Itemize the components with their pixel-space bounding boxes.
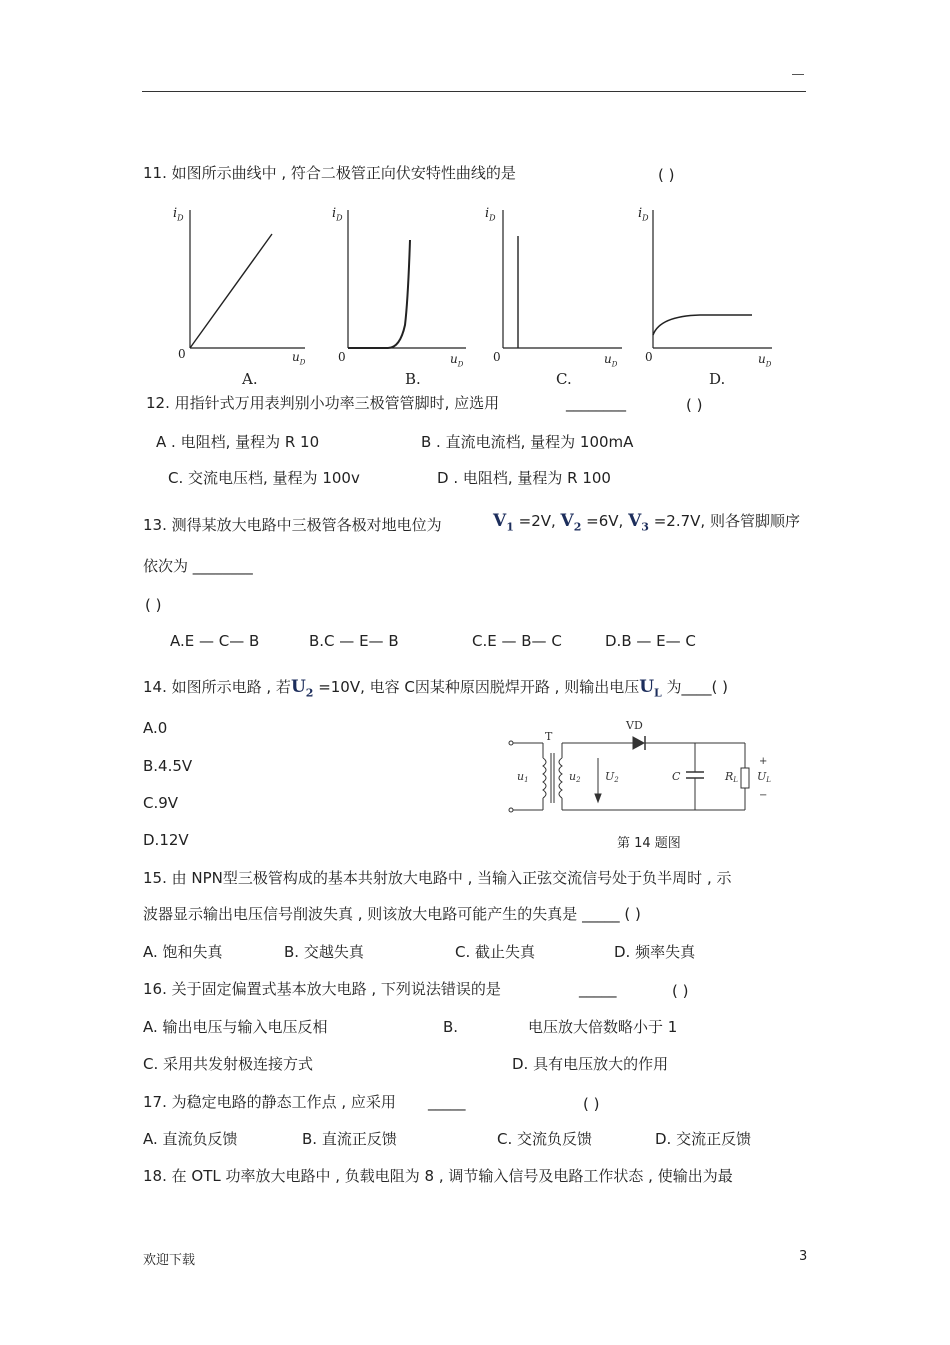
q15-option-b: B. 交越失真	[284, 943, 364, 961]
transformer-label: T	[545, 730, 553, 743]
header-rule	[142, 91, 806, 92]
u1-label: u1	[517, 770, 529, 784]
ul-symbol: $U_L$	[639, 677, 662, 700]
graph-a-origin: 0	[178, 347, 186, 361]
curve-b	[348, 240, 410, 348]
q13-text-line2: 依次为 ________	[143, 557, 253, 575]
graph-d-option: D.	[709, 370, 726, 388]
diode-label: VD	[626, 719, 643, 732]
q13-option-c: C.E — B— C	[472, 632, 562, 650]
resistor-label: RL	[725, 770, 738, 784]
minus-label: −	[759, 790, 768, 801]
q11-text: 11. 如图所示曲线中 , 符合二极管正向伏安特性曲线的是	[143, 164, 516, 182]
q15-option-a: A. 饱和失真	[143, 943, 223, 961]
q12-option-a: A . 电阻档, 量程为 R 10	[156, 433, 320, 451]
v2-symbol: $V_2$	[560, 511, 582, 534]
graph-b	[348, 210, 466, 348]
q16-option-b: 电压放大倍数略小于 1	[528, 1018, 678, 1036]
q17-blank: _____	[428, 1093, 466, 1111]
plus-label: +	[759, 756, 768, 767]
q12-blank: ________	[566, 394, 626, 412]
q17-option-a: A. 直流负反馈	[143, 1130, 238, 1148]
q16-text: 16. 关于固定偏置式基本放大电路 , 下列说法错误的是	[143, 980, 501, 998]
u2-label: u2	[569, 770, 581, 784]
q17-option-b: B. 直流正反馈	[302, 1130, 397, 1148]
graph-b-origin: 0	[338, 350, 346, 364]
graph-c-origin: 0	[493, 350, 501, 364]
q15-text-line1: 15. 由 NPN型三极管构成的基本共射放大电路中 , 当输入正弦交流信号处于负半周时 , 示	[143, 869, 732, 887]
q13-paren: ( )	[145, 596, 162, 614]
q16-option-c: C. 采用共发射极连接方式	[143, 1055, 314, 1073]
q17-paren: ( )	[583, 1095, 600, 1113]
q16-paren: ( )	[672, 982, 689, 1000]
graph-c-ylabel: $i_D$	[485, 206, 496, 223]
footer-left-text: 欢迎下载	[143, 1253, 196, 1268]
graph-a-ylabel: $i_D$	[173, 206, 184, 223]
graph-c-option: C.	[556, 370, 572, 388]
u2-symbol: $U_2$	[290, 677, 314, 700]
q12-option-b: B . 直流电流档, 量程为 100mA	[421, 433, 634, 451]
q16-blank: _____	[579, 980, 617, 998]
graph-d-origin: 0	[645, 350, 653, 364]
v1-symbol: $V_1$	[493, 511, 514, 534]
graph-b-ylabel: $i_D$	[332, 206, 343, 223]
q13-potentials: $V_1 =2V$, $V_2 =6V$, $V_3 =2.7V$, 则各管脚顺序	[493, 511, 800, 534]
graph-d-ylabel: $i_D$	[638, 206, 649, 223]
q11-paren: ( )	[658, 166, 675, 184]
U2-label: U2	[605, 770, 619, 784]
q16-option-a: A. 输出电压与输入电压反相	[143, 1018, 328, 1036]
capacitor-label: C	[672, 770, 681, 783]
q13-option-a: A.E — C— B	[170, 632, 260, 650]
q13-option-d: D.B — E— C	[605, 632, 696, 650]
q14-text: 14. 如图所示电路 , 若$U_2 =10V$, 电容 C因某种原因脱焊开路 , 则输出电压$U_L$ 为____( )	[143, 677, 729, 700]
graph-b-xlabel: $u_D$	[450, 352, 464, 369]
q15-option-d: D. 频率失真	[614, 943, 696, 961]
graph-d	[653, 210, 772, 348]
q12-paren: ( )	[686, 396, 703, 414]
curve-a	[190, 234, 272, 348]
page-number: 3	[799, 1249, 808, 1264]
q15-text-line2: 波器显示输出电压信号削波失真 , 则该放大电路可能产生的失真是 _____ ( )	[143, 905, 641, 923]
q13-option-b: B.C — E— B	[309, 632, 399, 650]
graph-c	[503, 210, 622, 348]
q12-option-c: C. 交流电压档, 量程为 100v	[168, 469, 360, 487]
graph-a-xlabel: $u_D$	[292, 350, 306, 367]
q14-option-b: B.4.5V	[143, 757, 193, 775]
q14-circuit-diagram	[505, 718, 775, 818]
q18-text: 18. 在 OTL 功率放大电路中 , 负载电阻为 8 , 调节输入信号及电路工作状态 , 使输出为最	[143, 1167, 733, 1185]
graph-a-option: A.	[242, 370, 258, 388]
v3-symbol: $V_3$	[628, 511, 649, 534]
graph-a	[190, 210, 305, 348]
q14-figure-caption: 第 14 题图	[617, 836, 681, 851]
q16-option-b-letter: B.	[443, 1018, 459, 1036]
q13-text: 13. 测得某放大电路中三极管各极对地电位为	[143, 516, 442, 534]
curve-d	[653, 315, 752, 335]
graph-c-xlabel: $u_D$	[604, 352, 618, 369]
graph-d-xlabel: $u_D$	[758, 352, 772, 369]
q14-option-c: C.9V	[143, 794, 179, 812]
q11-curves-figure	[160, 200, 800, 390]
q12-option-d: D . 电阻档, 量程为 R 100	[437, 469, 611, 487]
header-corner-mark	[792, 74, 804, 75]
q14-option-d: D.12V	[143, 831, 189, 849]
ul-output-label: UL	[757, 770, 771, 784]
q15-option-c: C. 截止失真	[455, 943, 536, 961]
q17-option-d: D. 交流正反馈	[655, 1130, 752, 1148]
q17-text: 17. 为稳定电路的静态工作点 , 应采用	[143, 1093, 396, 1111]
q16-option-d: D. 具有电压放大的作用	[512, 1055, 669, 1073]
graph-b-option: B.	[405, 370, 421, 388]
q12-text: 12. 用指针式万用表判别小功率三极管管脚时, 应选用	[146, 394, 500, 412]
q17-option-c: C. 交流负反馈	[497, 1130, 593, 1148]
q14-option-a: A.0	[143, 719, 168, 737]
